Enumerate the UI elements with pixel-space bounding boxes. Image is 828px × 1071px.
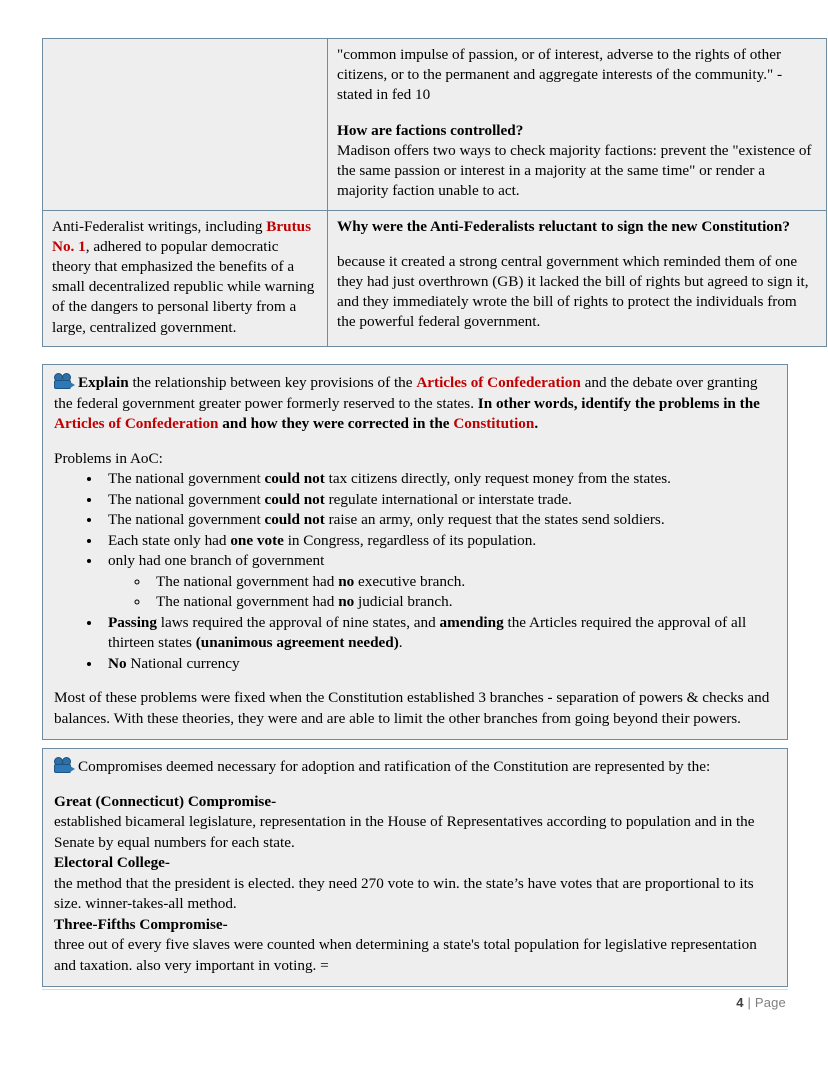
list-item xyxy=(102,613,776,654)
explain-keyword: Explain xyxy=(78,374,129,391)
explain-text-5: . xyxy=(534,415,539,433)
bullet-bold: one vote xyxy=(230,531,284,549)
explain-prompt xyxy=(54,373,776,435)
bullet-post-2: the Articles required the approval of all thirteen states xyxy=(108,613,747,652)
three-fifths-compromise-body: three out of every five slaves were counted when determining a state's total population for legislative representation and taxation. also very important in voting. = xyxy=(54,936,757,974)
table-cell-row2-right xyxy=(328,210,827,346)
subbullet-bold: no xyxy=(338,572,355,590)
compromises-intro-text: Compromises deemed necessary for adoption and ratification of the Constitution are represented by the: xyxy=(78,758,711,775)
explain-section-box xyxy=(42,364,788,740)
bullet-bold-3: (unanimous agreement needed) xyxy=(195,634,399,652)
explain-closing-paragraph: Most of these problems were fixed when the Constitution established 3 branches - separation of powers & checks and balances. With these theories, they were and are able to limit the other branches from going beyond their powers. xyxy=(54,689,770,727)
bullet-pre: only had one branch of government xyxy=(108,552,325,570)
bullet-pre: Each state only had xyxy=(108,531,231,549)
bullet-post: regulate international or interstate trade. xyxy=(324,490,572,508)
bullet-bold: could not xyxy=(264,470,325,488)
bullet-pre: The national government xyxy=(108,470,265,488)
bullet-post: tax citizens directly, only request money from the states. xyxy=(324,470,671,488)
bullet-bold: No xyxy=(108,654,127,672)
list-item xyxy=(102,551,776,613)
page-label: | Page xyxy=(747,995,786,1010)
brutus-no-1-link[interactable]: Brutus No. 1 xyxy=(52,217,312,255)
footer-divider xyxy=(42,989,788,990)
table-cell-row2-left xyxy=(43,210,328,346)
table-row xyxy=(43,210,827,346)
explain-text-4: and how they were corrected in the xyxy=(218,415,454,433)
constitution-link[interactable]: Constitution xyxy=(453,415,535,433)
fed10-quote: "common impulse of passion, or of interest, adverse to the rights of other citizens, or to the permanent and aggregate interests of the community." - stated in fed 10 xyxy=(337,46,783,104)
film-projector-icon xyxy=(54,373,76,390)
subbullet-post: judicial branch. xyxy=(354,593,453,611)
subbullet-bold: no xyxy=(338,593,355,611)
bullet-post: National currency xyxy=(126,654,240,672)
table-row xyxy=(43,39,827,211)
list-item xyxy=(102,490,776,511)
text-before-brutus: Anti-Federalist writings, including xyxy=(52,217,267,235)
bullet-bold: could not xyxy=(264,490,325,508)
bullet-post: laws required the approval of nine states, and xyxy=(156,613,440,631)
bullet-post: raise an army, only request that the states send soldiers. xyxy=(324,511,665,529)
factions-controlled-heading: How are factions controlled? xyxy=(337,121,524,139)
list-item xyxy=(102,654,776,675)
explain-text-1: the relationship between key provisions of the xyxy=(128,374,417,391)
problems-list-heading: Problems in AoC: xyxy=(54,449,163,467)
list-item xyxy=(150,592,776,613)
page-footer xyxy=(736,995,786,1010)
list-item xyxy=(102,469,776,490)
bullet-bold: could not xyxy=(264,511,325,529)
three-fifths-compromise-title: Three-Fifths Compromise- xyxy=(54,915,228,933)
antifederalists-reluctant-heading: Why were the Anti-Federalists reluctant to sign the new Constitution? xyxy=(337,217,790,235)
great-compromise-title: Great (Connecticut) Compromise- xyxy=(54,792,277,810)
compromises-intro-line xyxy=(54,757,776,778)
articles-of-confederation-link-2[interactable]: Articles of Confederation xyxy=(54,415,219,433)
bullet-post: in Congress, regardless of its population. xyxy=(283,531,537,549)
electoral-college-title: Electoral College- xyxy=(54,854,170,872)
antifederalists-reluctant-answer: because it created a strong central government which reminded them of one they had just overthrown (GB) it lacked the bill of rights but agreed to sign it, and they immediately wrote the bill of rights to protect the individuals from the powerful federal government. xyxy=(337,252,809,331)
problems-bullet-list xyxy=(54,469,776,674)
list-item xyxy=(102,510,776,531)
bullet-bold-2: amending xyxy=(439,613,504,631)
great-compromise-body: established bicameral legislature, representation in the House of Representatives according to population and in the Senate by equal numbers for each state. xyxy=(54,813,755,851)
electoral-college-body: the method that the president is elected. they need 270 vote to win. the state’s have votes that are proportional to its size. winner-takes-all method. xyxy=(54,874,754,913)
subbullet-pre: The national government had xyxy=(156,593,339,611)
compromises-section-box xyxy=(42,748,788,987)
film-projector-icon xyxy=(54,757,76,774)
federalist-antifederalist-table xyxy=(42,38,827,347)
table-cell-row1-right xyxy=(328,39,827,211)
list-item xyxy=(150,572,776,593)
bullet-pre: The national government xyxy=(108,511,265,529)
factions-controlled-answer: Madison offers two ways to check majority factions: prevent the "existence of the same passion or interest in a majority at the same time" or render a majority faction unable to act. xyxy=(337,141,812,200)
explain-text-2: and the debate over granting the federal government greater power formerly reserved to the states. xyxy=(54,374,758,412)
articles-of-confederation-link-1[interactable]: Articles of Confederation xyxy=(416,374,581,391)
bullet-pre: The national government xyxy=(108,490,265,508)
subbullet-post: executive branch. xyxy=(354,572,466,590)
explain-text-3: In other words, identify the problems in the xyxy=(477,394,760,412)
antifederalist-writings-text xyxy=(52,217,318,338)
problems-sub-bullet-list xyxy=(108,572,776,613)
table-cell-row1-left xyxy=(43,39,328,211)
bullet-bold: Passing xyxy=(108,613,157,631)
page-number: 4 xyxy=(736,995,744,1010)
list-item xyxy=(102,531,776,552)
subbullet-pre: The national government had xyxy=(156,572,339,590)
bullet-post-3: . xyxy=(398,634,403,652)
text-after-brutus: , adhered to popular democratic theory that emphasized the benefits of a small decentralized republic while warning of the dangers to personal liberty from a large, centralized government. xyxy=(52,237,315,336)
